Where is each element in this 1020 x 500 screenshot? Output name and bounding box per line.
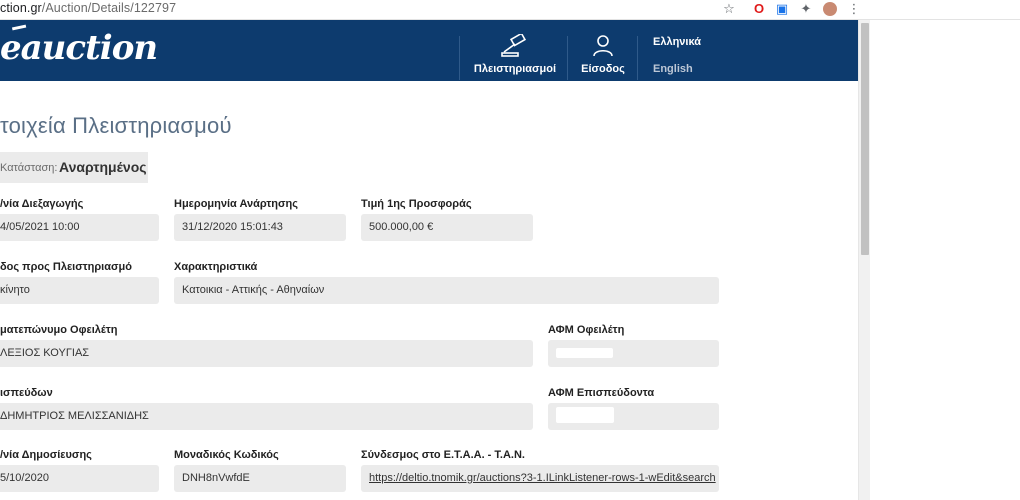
- url-domain: ction.gr: [0, 1, 42, 15]
- auction-type-field: κίνητο: [0, 277, 159, 304]
- unique-code-field: DNH8nVwfdE: [174, 465, 346, 492]
- pursuer-vat-label: ΑΦΜ Επισπεύδοντα: [548, 387, 655, 399]
- status-value: Αναρτημένος: [59, 159, 147, 175]
- lang-english[interactable]: English: [653, 63, 693, 75]
- gavel-logo-icon: [10, 24, 30, 32]
- browser-toolbar: [0, 0, 1020, 20]
- page-title: τοιχεία Πλειστηριασμού: [0, 113, 232, 138]
- etaa-link-label: Σύνδεσμος στο Ε.Τ.Α.Α. - Τ.Α.Ν.: [361, 449, 525, 461]
- first-bid-price-field: 500.000,00 €: [361, 214, 533, 241]
- page-scrollbar[interactable]: [858, 20, 870, 500]
- lang-greek[interactable]: Ελληνικά: [653, 36, 701, 48]
- unique-code-label: Μοναδικός Κωδικός: [174, 449, 279, 461]
- nav-login[interactable]: [577, 34, 629, 75]
- status-badge: [0, 152, 148, 183]
- conduct-date-field: 4/05/2021 10:00: [0, 214, 159, 241]
- debtor-name-label: ματεπώνυμο Οφειλέτη: [0, 324, 118, 336]
- redaction-overlay: [556, 348, 613, 358]
- conduct-date-label: /νία Διεξαγωγής: [0, 198, 84, 210]
- site-logo[interactable]: [0, 28, 157, 68]
- puzzle-extensions-icon[interactable]: ✦: [800, 1, 812, 16]
- nav-auctions-label: Πλειστηριασμοί: [473, 63, 557, 75]
- profile-avatar-icon[interactable]: [823, 2, 837, 16]
- redaction-overlay: [556, 407, 614, 423]
- nav-login-label: Είσοδος: [581, 63, 625, 75]
- debtor-vat-label: ΑΦΜ Οφειλέτη: [548, 324, 625, 336]
- posting-date-field: 31/12/2020 15:01:43: [174, 214, 346, 241]
- etaa-link[interactable]: https://deltio.tnomik.gr/auctions?3-1.ILinkListener-rows-1-wEdit&search: [369, 472, 716, 484]
- etaa-link-field: [361, 465, 719, 492]
- characteristics-label: Χαρακτηριστικά: [174, 261, 258, 273]
- pursuer-name-field: ΔΗΜΗΤΡΙΟΣ ΜΕΛΙΣΣΑΝΙΔΗΣ: [0, 403, 533, 430]
- nav-divider: [637, 36, 638, 80]
- opera-extension-icon[interactable]: O: [753, 1, 765, 16]
- posting-date-label: Ημερομηνία Ανάρτησης: [174, 198, 298, 210]
- pursuer-name-label: ισπεύδων: [0, 387, 53, 399]
- first-bid-price-label: Τιμή 1ης Προσφοράς: [361, 198, 472, 210]
- user-icon: [592, 34, 614, 58]
- status-label: Κατάσταση:: [0, 162, 58, 174]
- scrollbar-thumb[interactable]: [861, 23, 869, 255]
- extension-icon[interactable]: ▣: [775, 1, 789, 16]
- logo-text: eauction: [0, 28, 158, 68]
- publication-date-field: 5/10/2020: [0, 465, 159, 492]
- address-bar[interactable]: [0, 1, 176, 15]
- auction-type-label: δος προς Πλειστηριασμό: [0, 261, 132, 273]
- page-margin: [870, 20, 1020, 500]
- publication-date-label: /νία Δημοσίευσης: [0, 449, 92, 461]
- nav-auctions[interactable]: [470, 34, 560, 75]
- characteristics-field: Κατοικια - Αττικής - Αθηναίων: [174, 277, 719, 304]
- browser-menu-icon[interactable]: ⋮: [847, 1, 861, 16]
- site-header: [0, 20, 858, 81]
- nav-divider: [567, 36, 568, 80]
- url-path: /Auction/Details/122797: [41, 1, 177, 15]
- bookmark-star-icon[interactable]: ☆: [723, 1, 735, 16]
- gavel-icon: [498, 34, 532, 58]
- debtor-name-field: ΛΕΞΙΟΣ ΚΟΥΓΙΑΣ: [0, 340, 533, 367]
- nav-divider: [459, 36, 460, 80]
